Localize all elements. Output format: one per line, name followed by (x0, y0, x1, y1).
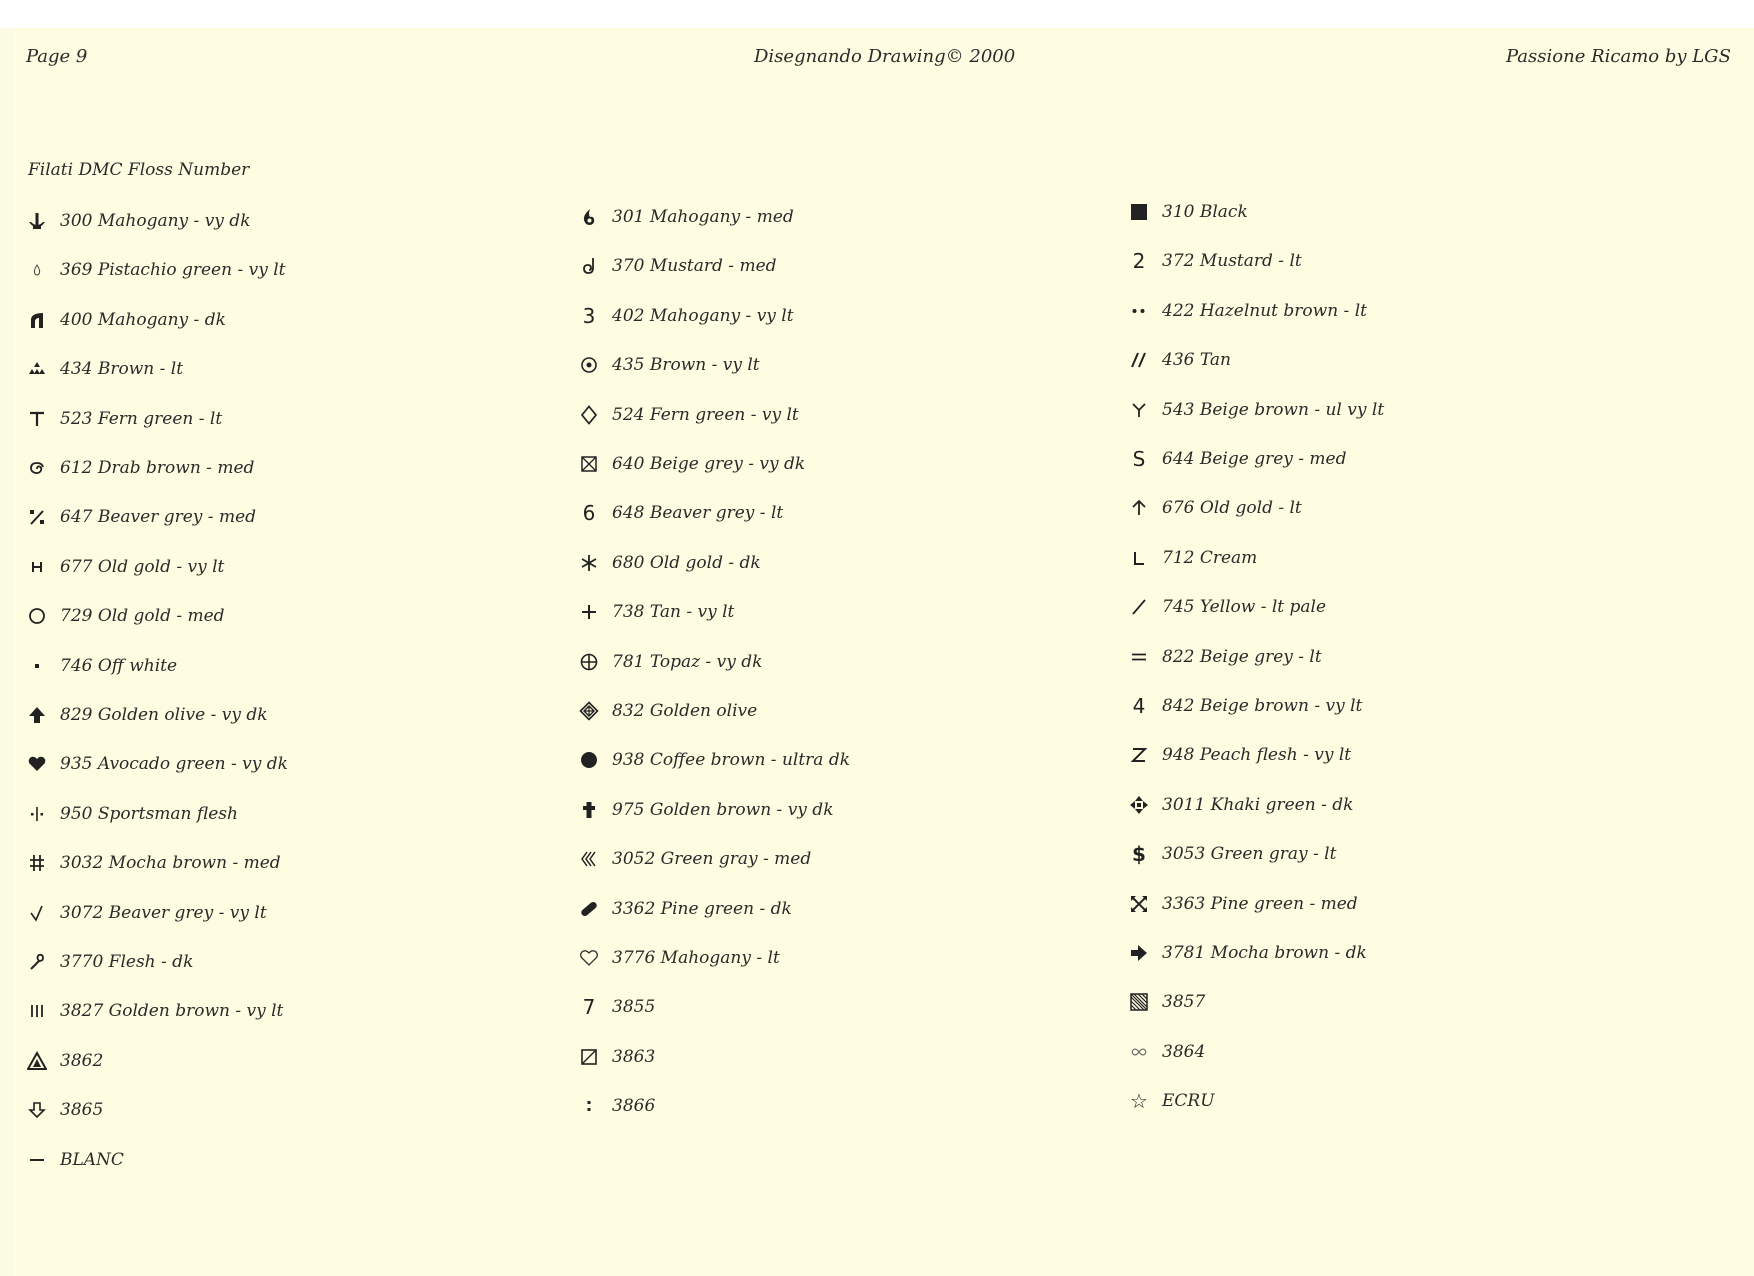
infinity-icon (1128, 1037, 1150, 1067)
legend-item (578, 350, 760, 380)
legend-item (578, 449, 805, 479)
legend-item (1128, 938, 1367, 968)
legend-item (578, 251, 777, 281)
legend-item-label: 3864 (1162, 1042, 1206, 1062)
legend-item (578, 498, 783, 528)
legend-item-label: 301 Mahogany - med (612, 207, 794, 227)
star-outline-icon: ☆ (1130, 1089, 1148, 1113)
legend-item (26, 601, 225, 631)
letter-l-icon (1128, 543, 1150, 573)
document-title: Disegnando Drawing© 2000 (754, 46, 1016, 67)
legend-item (578, 795, 834, 825)
legend-item-label: 680 Old gold - dk (612, 553, 761, 573)
legend-item (578, 400, 799, 430)
legend-item-label: 3032 Mocha brown - med (60, 853, 281, 873)
legend-item (26, 1095, 103, 1125)
legend-item-label: 3866 (612, 1096, 656, 1116)
legend-item (26, 206, 251, 236)
legend-item-label: 3770 Flesh - dk (60, 952, 194, 972)
legend-item (1128, 246, 1302, 276)
tee-icon (26, 404, 48, 434)
legend-item-label: 3827 Golden brown - vy lt (60, 1001, 284, 1021)
legend-item (1128, 395, 1384, 425)
legend-item (578, 202, 794, 232)
letter-s-icon: S (1132, 447, 1146, 471)
legend-item-label: 829 Golden olive - vy dk (60, 705, 268, 725)
hash-icon (26, 848, 48, 878)
triple-bar-icon (26, 996, 48, 1026)
legend-item (1128, 987, 1205, 1017)
legend-item-label: 436 Tan (1162, 350, 1231, 370)
legend-item (578, 1091, 655, 1121)
legend-item-label: 842 Beige brown - vy lt (1162, 696, 1363, 716)
legend-item-label: 3781 Mocha brown - dk (1162, 943, 1367, 963)
legend-item (1128, 790, 1353, 820)
legend-item-label: 648 Beaver grey - lt (612, 503, 784, 523)
legend-item (1128, 345, 1231, 375)
circle-plus-icon (578, 647, 600, 677)
legend-item-label: 3776 Mahogany - lt (612, 948, 780, 968)
scan-top-margin (0, 0, 1754, 28)
digit-seven-icon: 7 (582, 995, 596, 1019)
legend-item (578, 548, 761, 578)
legend-item-label: 543 Beige brown - ul vy lt (1162, 400, 1385, 420)
heart-outline-icon (578, 943, 600, 973)
capsule-icon (578, 894, 600, 924)
curl-icon (578, 251, 600, 281)
legend-item (578, 301, 794, 331)
flame-icon (578, 202, 600, 232)
legend-item (578, 1042, 655, 1072)
legend-item (1128, 1086, 1215, 1116)
legend-item (26, 651, 177, 681)
legend-item (578, 696, 757, 726)
legend-item-label: 434 Brown - lt (60, 359, 184, 379)
legend-item-label: 729 Old gold - med (60, 606, 225, 626)
legend-item-label: 647 Beaver grey - med (60, 507, 257, 527)
legend-item-label: ECRU (1162, 1091, 1215, 1111)
legend-item-label: 3865 (60, 1100, 104, 1120)
digit-two-icon: 2 (1132, 249, 1146, 273)
triangle-nested-icon (26, 1046, 48, 1076)
square-filled-icon (1128, 197, 1150, 227)
arrow-up-filled-icon (26, 700, 48, 730)
x-arrows-icon (1128, 889, 1150, 919)
legend-item (578, 943, 780, 973)
spiral-icon (26, 453, 48, 483)
drop-outline-icon (26, 255, 48, 285)
slash-icon (1128, 592, 1150, 622)
legend-item (1128, 543, 1257, 573)
cross-filled-icon (578, 795, 600, 825)
small-square-icon (26, 651, 48, 681)
legend-item-label: 300 Mahogany - vy dk (60, 211, 251, 231)
legend-title: Filati DMC Floss Number (28, 160, 250, 180)
legend-item (1128, 740, 1351, 770)
legend-item-label: 435 Brown - vy lt (612, 355, 760, 375)
four-arrows-icon (1128, 790, 1150, 820)
legend-item (1128, 296, 1367, 326)
legend-item-label: 310 Black (1162, 202, 1248, 222)
diamond-outline-icon (578, 400, 600, 430)
legend-item (1128, 642, 1322, 672)
publisher-credit: Passione Ricamo by LGS (1506, 46, 1731, 67)
legend-item (26, 404, 222, 434)
legend-item (26, 996, 283, 1026)
legend-item (1128, 1037, 1205, 1067)
hook-icon (26, 947, 48, 977)
legend-item-label: 948 Peach flesh - vy lt (1162, 745, 1352, 765)
bullseye-icon (578, 350, 600, 380)
legend-item-label: 822 Beige grey - lt (1162, 647, 1322, 667)
legend-item-label: 3362 Pine green - dk (612, 899, 792, 919)
legend-item-label: 3863 (612, 1047, 656, 1067)
legend-item-label: 745 Yellow - lt pale (1162, 597, 1327, 617)
equals-icon (1128, 642, 1150, 672)
diamond-quad-icon (578, 696, 600, 726)
letter-y-icon (1128, 395, 1150, 425)
legend-item (26, 502, 256, 532)
two-dots-icon (1128, 296, 1150, 326)
legend-item (578, 597, 734, 627)
letter-z-icon (1128, 740, 1150, 770)
hatched-square-icon (1128, 987, 1150, 1017)
legend-item-label: 3053 Green gray - lt (1162, 844, 1337, 864)
scan-left-margin (0, 28, 14, 1276)
check-icon (26, 898, 48, 928)
heart-filled-icon (26, 749, 48, 779)
legend-item-label: 400 Mahogany - dk (60, 310, 226, 330)
legend-item-label: 402 Mahogany - vy lt (612, 306, 794, 326)
digit-six-icon: 6 (582, 501, 596, 525)
arrow-up-outline-icon (1128, 493, 1150, 523)
dash-icon (26, 1145, 48, 1175)
legend-item (26, 305, 226, 335)
legend-item-label: 3072 Beaver grey - vy lt (60, 903, 267, 923)
legend-item (578, 894, 792, 924)
percent-icon (26, 502, 48, 532)
triple-chevron-icon (578, 844, 600, 874)
arrow-down-outline-icon (26, 1095, 48, 1125)
legend-item (578, 992, 655, 1022)
legend-item-label: BLANC (60, 1150, 124, 1170)
legend-item-label: 369 Pistachio green - vy lt (60, 260, 286, 280)
legend-item-label: 3011 Khaki green - dk (1162, 795, 1354, 815)
legend-item-label: 3855 (612, 997, 656, 1017)
legend-item (1128, 839, 1336, 869)
legend-item-label: 644 Beige grey - med (1162, 449, 1347, 469)
legend-item (578, 844, 811, 874)
legend-item-label: 3857 (1162, 992, 1206, 1012)
legend-item-label: 746 Off white (60, 656, 178, 676)
legend-item-label: 781 Topaz - vy dk (612, 652, 763, 672)
legend-item (1128, 691, 1362, 721)
legend-item-label: 938 Coffee brown - ultra dk (612, 750, 851, 770)
quarter-arc-icon (26, 305, 48, 335)
circle-outline-icon (26, 601, 48, 631)
legend-item-label: 524 Fern green - vy lt (612, 405, 799, 425)
legend-item-label: 612 Drab brown - med (60, 458, 255, 478)
legend-item-label: 676 Old gold - lt (1162, 498, 1302, 518)
legend-item (1128, 493, 1302, 523)
circle-filled-icon (578, 745, 600, 775)
legend-item (26, 799, 238, 829)
letter-h-icon (26, 552, 48, 582)
legend-item (26, 700, 268, 730)
legend-item (578, 745, 850, 775)
colon-icon (578, 1091, 600, 1121)
legend-item (26, 1145, 124, 1175)
legend-item (578, 647, 762, 677)
legend-item (26, 749, 288, 779)
legend-item (26, 354, 183, 384)
legend-item (26, 1046, 103, 1076)
boxed-x-icon (578, 449, 600, 479)
legend-item (1128, 889, 1358, 919)
double-slash-icon (1128, 345, 1150, 375)
legend-item (26, 898, 267, 928)
legend-item-label: 372 Mustard - lt (1162, 251, 1302, 271)
digit-four-icon: 4 (1132, 694, 1146, 718)
legend-item-label: 950 Sportsman flesh (60, 804, 238, 824)
legend-item-label: 712 Cream (1162, 548, 1258, 568)
legend-item (1128, 444, 1346, 474)
digit-three-icon: 3 (582, 304, 596, 328)
legend-item-label: 935 Avocado green - vy dk (60, 754, 288, 774)
dot-bar-dot-icon (26, 799, 48, 829)
legend-item (26, 848, 281, 878)
legend-item-label: 975 Golden brown - vy dk (612, 800, 834, 820)
asterisk-icon (578, 548, 600, 578)
legend-item-label: 370 Mustard - med (612, 256, 777, 276)
legend-item-label: 640 Beige grey - vy dk (612, 454, 806, 474)
legend-item (26, 947, 193, 977)
page-number: Page 9 (26, 46, 88, 67)
legend-item-label: 738 Tan - vy lt (612, 602, 735, 622)
legend-item (1128, 197, 1248, 227)
legend-item-label: 523 Fern green - lt (60, 409, 223, 429)
plus-icon (578, 597, 600, 627)
legend-item (1128, 592, 1326, 622)
legend-item-label: 677 Old gold - vy lt (60, 557, 225, 577)
legend-item-label: 3862 (60, 1051, 104, 1071)
anchor-icon (26, 206, 48, 236)
triple-triangle-icon (26, 354, 48, 384)
legend-item (26, 255, 285, 285)
legend-item-label: 832 Golden olive (612, 701, 758, 721)
legend-item (26, 453, 254, 483)
legend-item-label: 3363 Pine green - med (1162, 894, 1358, 914)
dollar-icon: $ (1132, 842, 1146, 866)
legend-item (26, 552, 224, 582)
boxed-slash-icon (578, 1042, 600, 1072)
arrow-right-filled-icon (1128, 938, 1150, 968)
legend-item-label: 422 Hazelnut brown - lt (1162, 301, 1367, 321)
legend-item-label: 3052 Green gray - med (612, 849, 812, 869)
